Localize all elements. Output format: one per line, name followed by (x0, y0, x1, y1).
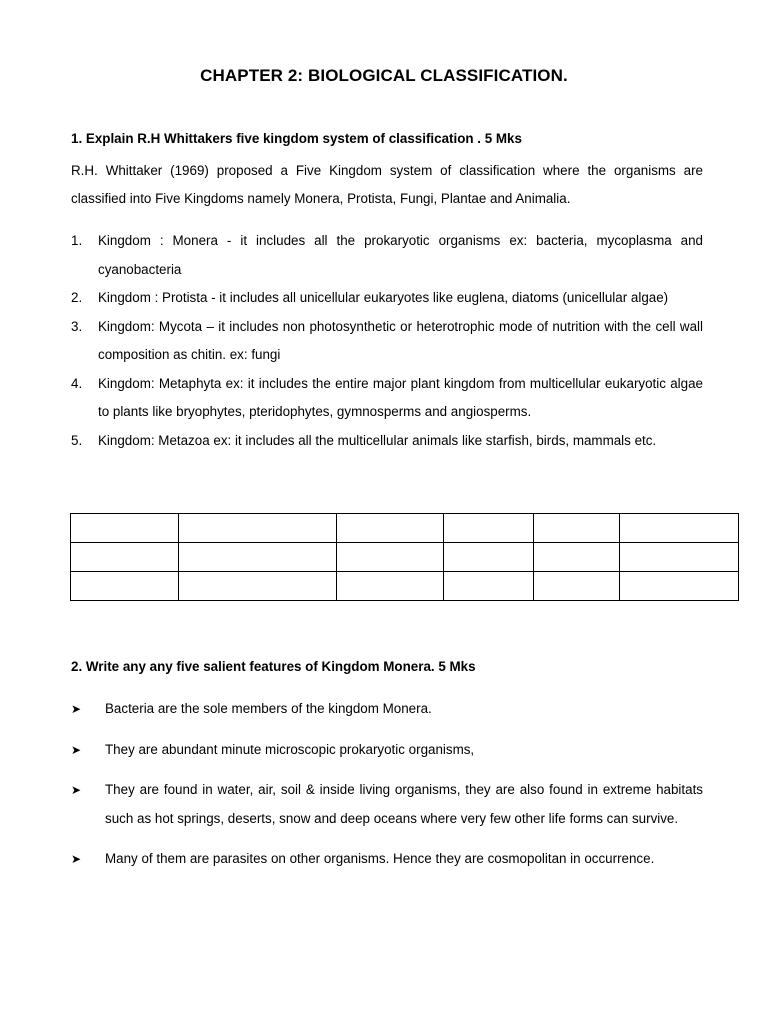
question-1-heading: 1. Explain R.H Whittakers five kingdom system of classification . 5 Mks (71, 131, 522, 146)
arrowhead-bullet-icon: ➤ (71, 783, 82, 797)
item-text: Kingdom : Monera - it includes all the prokaryotic organisms ex: bacteria, mycoplasma and cyanobacteria (98, 233, 703, 277)
question-1-paragraph: R.H. Whittaker (1969) proposed a Five Kingdom system of classification where the organisms are classified into Five Kingdoms namely Monera, Protista, Fungi, Plantae and Animalia. (71, 163, 703, 206)
feature-text: Bacteria are the sole members of the kingdom Monera. (105, 701, 432, 716)
table-cell (71, 572, 179, 601)
table-cell (179, 514, 337, 543)
empty-table (70, 513, 739, 601)
feature-item (71, 845, 703, 874)
arrowhead-bullet-icon: ➤ (71, 702, 82, 716)
table-cell (71, 514, 179, 543)
feature-item (71, 695, 703, 724)
arrowhead-bullet-icon: ➤ (71, 742, 82, 757)
item-text: Kingdom: Metaphyta ex: it includes the entire major plant kingdom from multicellular eukaryotic algae to plants like bryophytes, pteridophytes, gymnosperms and angiosperms. (98, 375, 703, 419)
table-cell (444, 514, 534, 543)
table-row (71, 543, 739, 572)
table-cell (337, 543, 444, 572)
item-text: Kingdom : Protista - it includes all unicellular eukaryotes like euglena, diatoms (unicellular algae) (98, 290, 669, 305)
table-cell (337, 514, 444, 543)
table-cell (444, 572, 534, 601)
feature-item (71, 776, 703, 833)
feature-text: They are abundant minute microscopic prokaryotic organisms, (105, 741, 475, 757)
item-number: 3. (71, 318, 83, 334)
feature-item (71, 736, 703, 765)
item-number: 1. (71, 233, 83, 248)
table-cell (444, 543, 534, 572)
kingdom-item (71, 427, 703, 456)
monera-features-list (71, 695, 703, 886)
table-cell (620, 572, 739, 601)
kingdom-item (71, 370, 703, 427)
item-text: Kingdom: Mycota – it includes non photosynthetic or heterotrophic mode of nutrition with the cell wall composition as chitin. ex: fungi (98, 318, 703, 362)
item-number: 4. (71, 375, 83, 391)
table-cell (620, 543, 739, 572)
item-text: Kingdom: Metazoa ex: it includes all the multicellular animals like starfish, birds, mammals etc. (98, 432, 657, 448)
feature-text: They are found in water, air, soil & inside living organisms, they are also found in extreme habitats such as hot springs, deserts, snow and deep oceans where very few other life forms can survive. (105, 782, 703, 826)
feature-text: Many of them are parasites on other organisms. Hence they are cosmopolitan in occurrence. (105, 851, 655, 866)
table-cell (179, 572, 337, 601)
chapter-title: CHAPTER 2: BIOLOGICAL CLASSIFICATION. (200, 66, 568, 85)
table-cell (179, 543, 337, 572)
kingdom-list (71, 227, 703, 455)
kingdom-item (71, 313, 703, 370)
kingdom-item (71, 284, 703, 313)
item-number: 5. (71, 432, 83, 448)
table-cell (534, 572, 620, 601)
question-2-heading: 2. Write any any five salient features of Kingdom Monera. 5 Mks (71, 659, 476, 674)
table-row (71, 572, 739, 601)
table-cell (620, 514, 739, 543)
table-cell (71, 543, 179, 572)
item-number: 2. (71, 290, 83, 305)
table-cell (337, 572, 444, 601)
table-row (71, 514, 739, 543)
table-cell (534, 514, 620, 543)
arrowhead-bullet-icon: ➤ (71, 852, 82, 866)
table-cell (534, 543, 620, 572)
kingdom-item (71, 227, 703, 284)
